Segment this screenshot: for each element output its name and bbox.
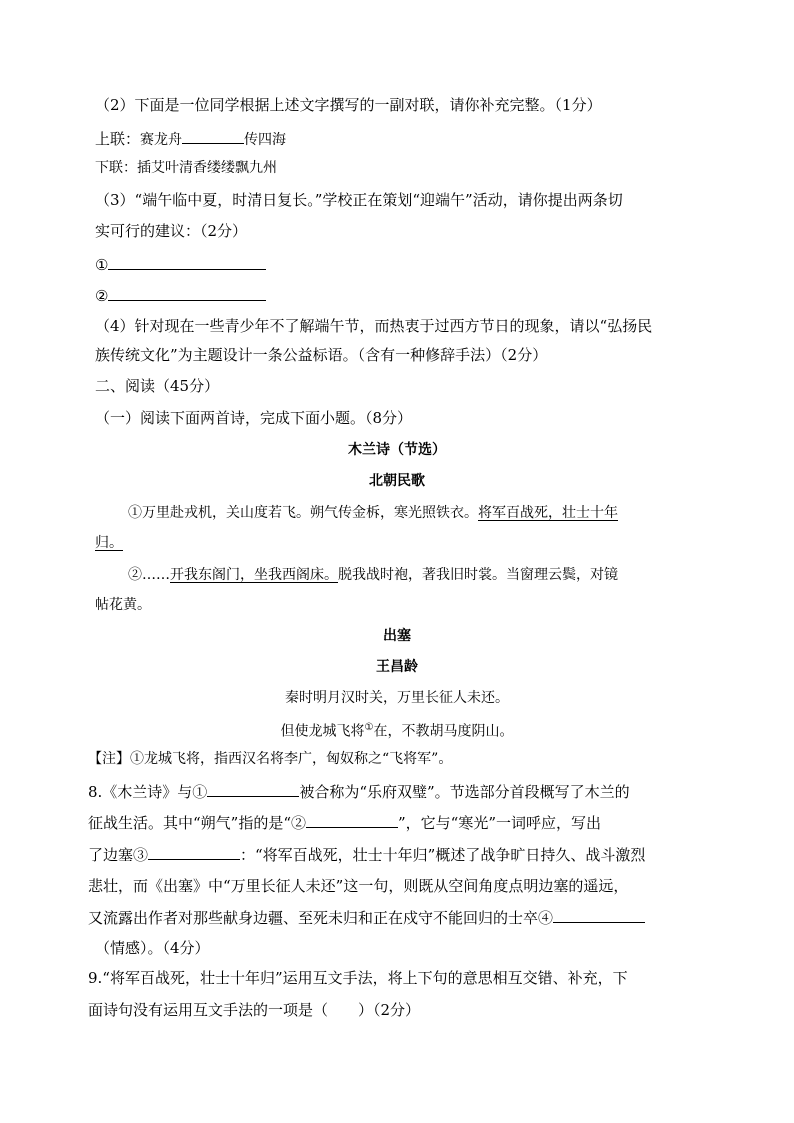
question-2-prompt: （2）下面是一位同学根据上述文字撰写的一副对联，请你补充完整。（1分） [95,96,602,114]
answer-blank-2[interactable] [108,285,266,301]
poem-2-line-2-a: 但使龙城飞将 [280,723,365,740]
question-4-line-2: 族传统文化”为主题设计一条公益标语。（含有一种修辞手法）（2分） [95,346,548,364]
poem-1-para-1 [128,503,618,523]
poem-2-author: 王昌龄 [376,659,418,675]
poem-1-para-1-underlined: 将军百战死，壮士十年 [478,505,618,521]
poem-1-author: 北朝民歌 [369,473,425,489]
poem-1-para-2-underlined: 开我东阁门，坐我西阁床。 [170,567,338,583]
poem-1-para-1-cont [95,533,123,553]
q8-text-e: 了边塞③ [88,846,149,864]
poem-1-title: 木兰诗（节选） [348,442,446,458]
poem-1-para-1-cont-text: 归。 [95,535,123,551]
poem-1-para-2-text: 脱我战时袍，著我旧时裳。当窗理云鬓，对镜 [338,567,618,583]
question-8-line-5 [88,907,645,928]
answer-line-1 [95,254,266,275]
q8-blank-2[interactable] [306,812,398,828]
question-8-line-1 [88,781,630,802]
question-8-line-4: 悲壮，而《出塞》中“万里长征人未还”这一句，则既从空间角度点明边塞的遥远， [88,877,629,895]
q8-text-f: ：“将军百战死，壮士十年归”概述了战争旷日持久、战斗激烈 [240,846,646,864]
poem-1-para-1-text: ①万里赴戎机，关山度若飞。朔气传金柝，寒光照铁衣。 [128,505,478,521]
poem-2-title: 出塞 [383,628,411,644]
question-3-line-1: （3）“端午临中夏，时清日复长。”学校正在策划“迎端午”活动，请你提出两条切 [95,191,623,209]
poem-1-para-2-lead: ②…… [128,567,170,583]
q8-text-b: 被合称为“乐府双璧”。节选部分首段概写了木兰的 [299,783,630,801]
poem-1-para-2 [128,565,618,585]
answer-mark-2: ② [95,287,109,305]
question-8-line-2 [88,812,601,833]
question-8-line-3 [88,844,645,865]
section-subheading: （一）阅读下面两首诗，完成下面小题。（8分） [95,409,413,427]
question-3-line-2: 实可行的建议：（2分） [95,222,248,240]
q8-text-d: ”，它与“寒光”一词呼应，写出 [398,814,602,832]
question-8-line-6: （情感）。（4分） [95,939,210,957]
question-4-line-1: （4）针对现在一些青少年不了解端午节，而热衷于过西方节日的现象，请以“弘扬民 [95,317,653,335]
section-heading: 二、阅读（45分） [95,377,220,395]
footnote-marker: ① [364,722,374,733]
couplet-upper-label: 上联： [95,130,141,148]
answer-mark-1: ① [95,256,109,274]
q8-text-g: 又流露出作者对那些献身边疆、至死未归和正在戍守不能回归的士卒④ [88,909,554,927]
couplet-upper-end: 传四海 [244,132,287,148]
poem-2-line-2-b: 在，不教胡马度阴山。 [373,723,514,740]
q8-blank-4[interactable] [553,907,645,923]
question-9-line-2: 面诗句没有运用互文手法的一项是（ ）（2分） [88,1001,421,1019]
q8-blank-1[interactable] [207,781,299,797]
couplet-upper-blank[interactable] [182,128,244,144]
answer-blank-1[interactable] [108,254,266,270]
footnote: 【注】①龙城飞将，指西汉名将李广，匈奴称之“飞将军”。 [88,751,453,767]
poem-1-para-2-cont: 帖花黄。 [95,597,151,613]
couplet-upper-start: 赛龙舟 [140,132,183,148]
poem-2-line-1: 秦时明月汉时关，万里长征人未还。 [285,690,509,706]
q8-blank-3[interactable] [148,844,240,860]
couplet-lower: 下联：插艾叶清香缕缕飘九州 [95,160,277,176]
answer-line-2 [95,285,266,306]
q8-text-a: 8.《木兰诗》与① [88,783,208,801]
poem-2-line-2 [0,718,794,742]
couplet-upper [95,128,286,150]
question-9-line-1: 9.“将军百战死，壮士十年归”运用互文手法，将上下句的意思相互交错、补充，下 [88,969,628,987]
q8-text-c: 征战生活。其中“朔气”指的是“② [88,814,307,832]
